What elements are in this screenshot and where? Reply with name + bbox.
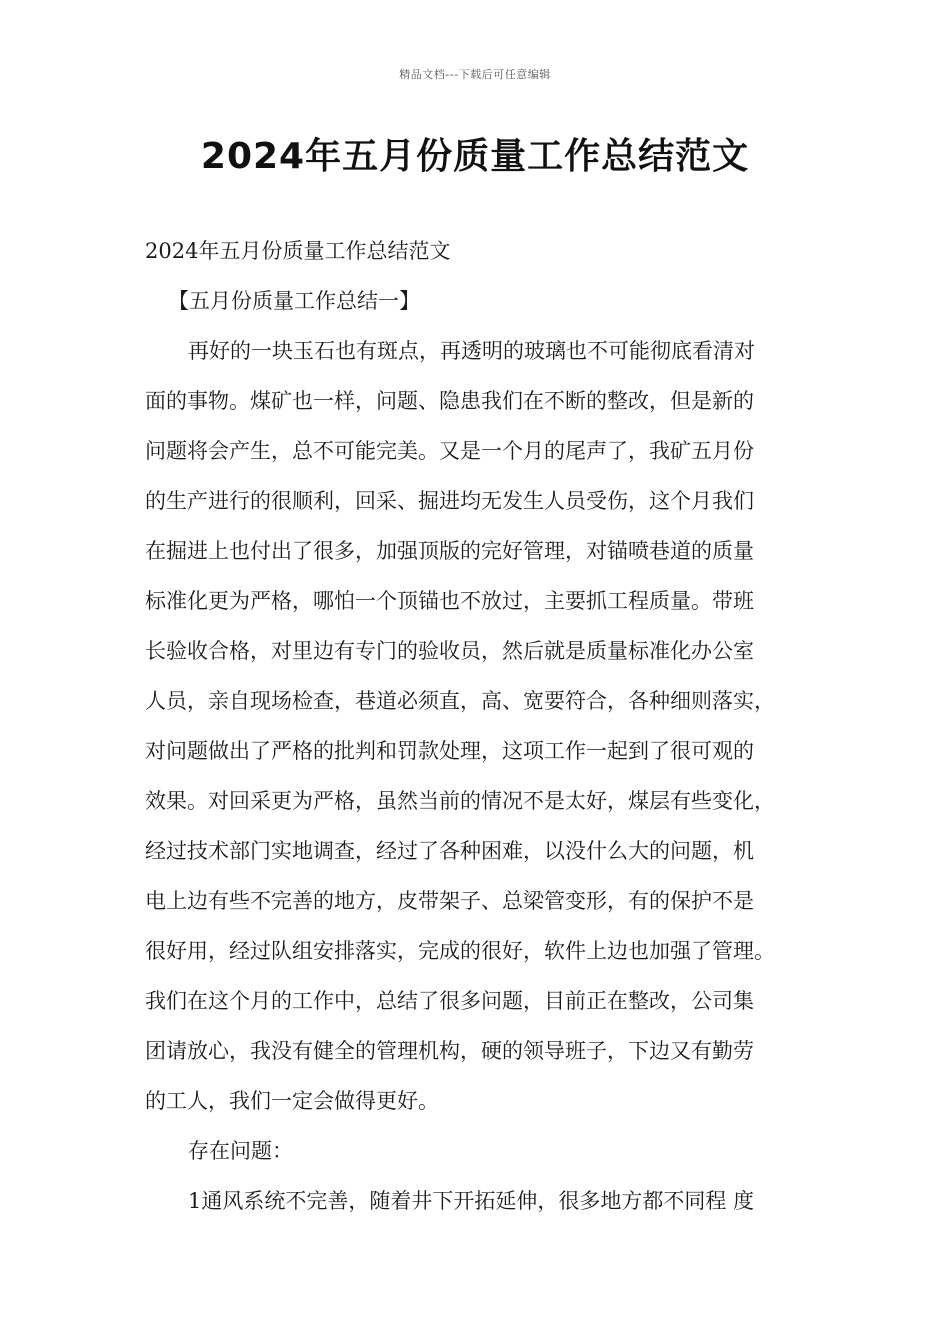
paragraph-line: 很好用，经过队组安排落实，完成的很好，软件上边也加强了管理。 [145, 939, 775, 963]
header-note: 精品文档---下载后可任意编辑 [399, 68, 551, 81]
paragraph-line: 的工人，我们一定会做得更好。 [145, 1089, 439, 1113]
paragraph-line: 问题将会产生，总不可能完美。又是一个月的尾声了，我矿五月份 [145, 439, 754, 463]
paragraph-line: 效果。对回采更为严格，虽然当前的情况不是太好，煤层有些变化， [145, 789, 775, 813]
paragraph-line: 标准化更为严格，哪怕一个顶锚也不放过，主要抓工程质量。带班 [145, 589, 754, 613]
section-heading: 【五月份质量工作总结一】 [168, 289, 420, 313]
paragraph-line: 电上边有些不完善的地方，皮带架子、总梁管变形，有的保护不是 [145, 889, 754, 913]
issue-line: 1通风系统不完善，随着井下开拓延伸，很多地方都不同程 度 [188, 1189, 755, 1213]
paragraph-line: 面的事物。煤矿也一样，问题、隐患我们在不断的整改，但是新的 [145, 389, 754, 413]
paragraph-line: 对问题做出了严格的批判和罚款处理，这项工作一起到了很可观的 [145, 739, 754, 763]
paragraph-line: 人员，亲自现场检查，巷道必须直，高、宽要符合，各种细则落实， [145, 689, 775, 713]
issues-heading: 存在问题： [188, 1139, 293, 1163]
paragraph-line: 再好的一块玉石也有斑点，再透明的玻璃也不可能彻底看清对 [188, 339, 755, 363]
document-title: 2024年五月份质量工作总结范文 [200, 136, 750, 177]
paragraph-line: 团请放心，我没有健全的管理机构，硬的领导班子，下边又有勤劳 [145, 1039, 754, 1063]
document-subtitle: 2024年五月份质量工作总结范文 [145, 239, 451, 263]
paragraph-line: 在掘进上也付出了很多，加强顶版的完好管理，对锚喷巷道的质量 [145, 539, 754, 563]
paragraph-line: 我们在这个月的工作中，总结了很多问题，目前正在整改，公司集 [145, 989, 754, 1013]
paragraph-line: 的生产进行的很顺利，回采、掘进均无发生人员受伤，这个月我们 [145, 489, 754, 513]
paragraph-line: 经过技术部门实地调查，经过了各种困难，以没什么大的问题，机 [145, 839, 754, 863]
paragraph-line: 长验收合格，对里边有专门的验收员，然后就是质量标准化办公室 [145, 639, 754, 663]
